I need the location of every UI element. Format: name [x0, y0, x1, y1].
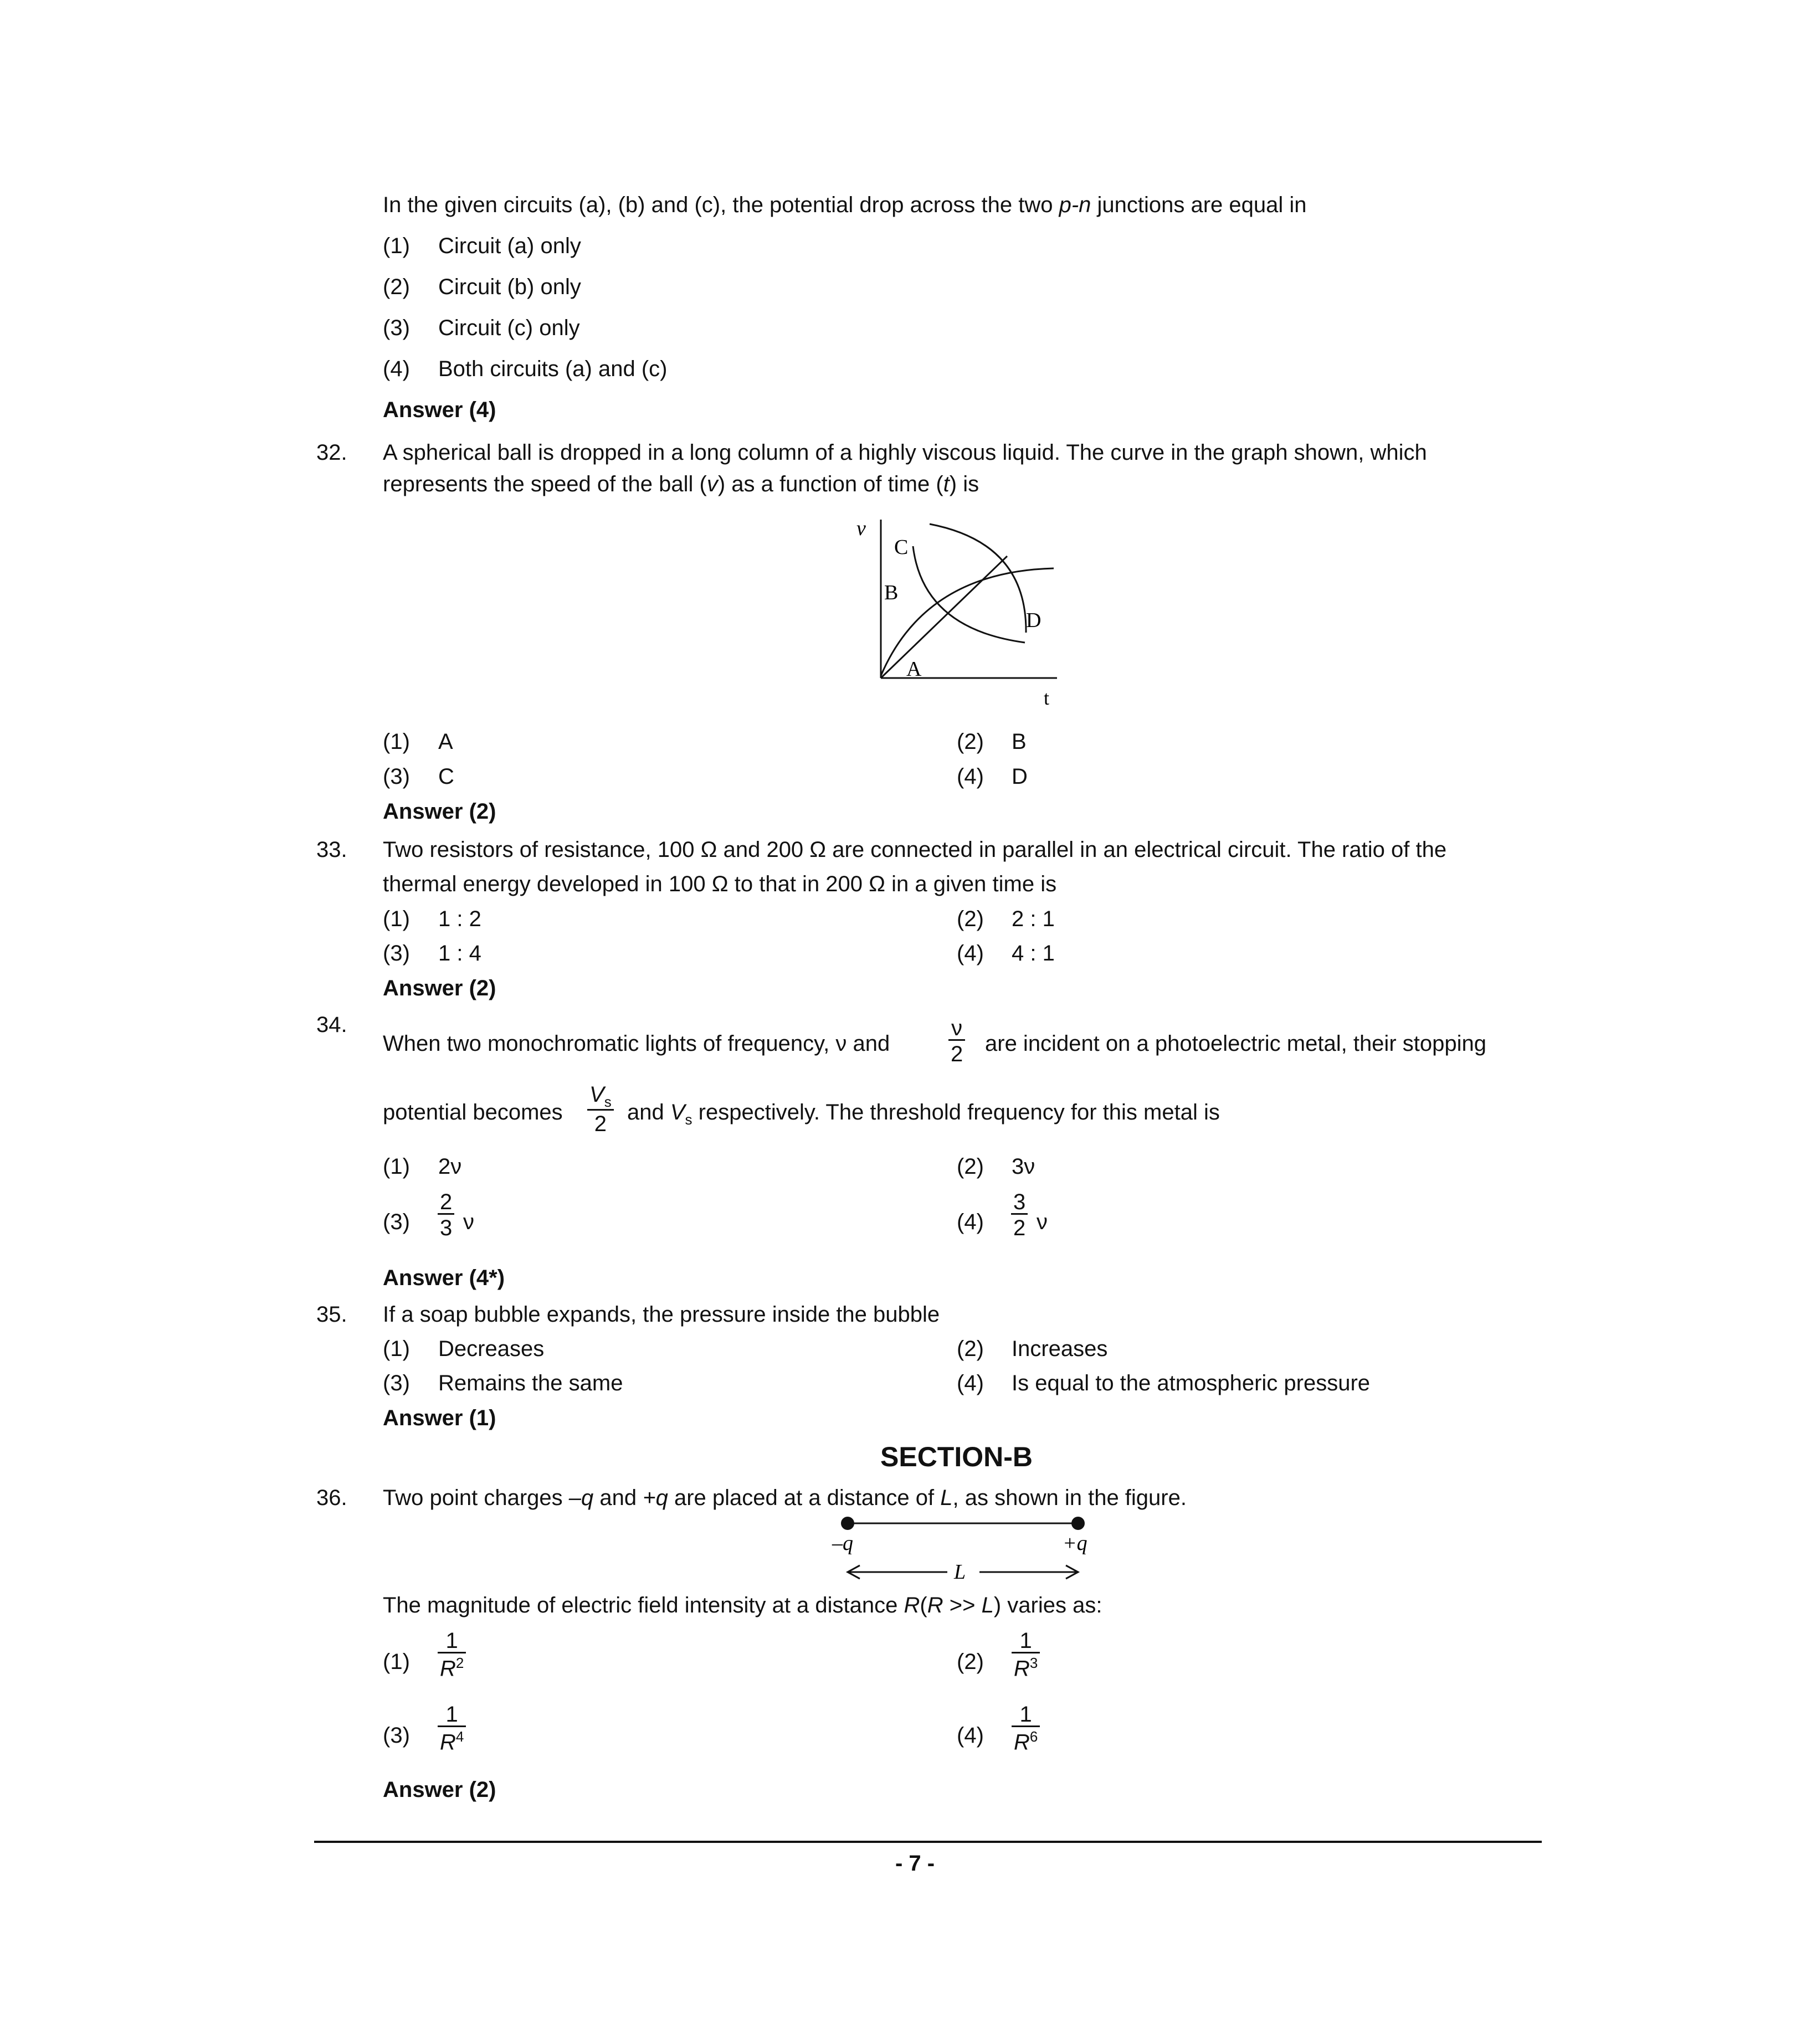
q31-option-3-text: Circuit (c) only: [438, 316, 580, 340]
distance-label: L: [954, 1560, 966, 1584]
q33-option-3: (3): [383, 941, 410, 965]
q35-option-2-text: Increases: [1012, 1337, 1108, 1361]
q35-option-4: (4): [957, 1371, 984, 1395]
q35-option-2: (2): [957, 1337, 984, 1361]
q34-option-3: (3): [383, 1210, 410, 1234]
q31-option-1-text: Circuit (a) only: [438, 234, 581, 258]
fraction-denominator: $R^6$: [1014, 1728, 1038, 1755]
q34-option-2: (2): [957, 1154, 984, 1179]
q35-option-1: (1): [383, 1337, 410, 1361]
q34-option-1-text: 2ν: [438, 1154, 462, 1179]
fraction-numerator: 1: [438, 1630, 466, 1653]
fraction-denominator: 3: [440, 1216, 453, 1240]
fraction-numerator: 1: [1012, 1630, 1040, 1653]
q33-number: 33.: [316, 838, 347, 862]
fraction-1-over-r6: [1012, 1703, 1040, 1753]
fraction-denominator: 2: [594, 1112, 607, 1136]
fraction-denominator: $R^3$: [1014, 1655, 1038, 1681]
q35-number: 35.: [316, 1302, 347, 1327]
fraction-3-over-2: [1011, 1191, 1028, 1239]
q31-option-2-text: Circuit (b) only: [438, 275, 581, 299]
positive-charge-dot: [1071, 1517, 1085, 1530]
q36-number: 36.: [316, 1486, 347, 1510]
fraction-numerator: 3: [1011, 1191, 1028, 1215]
q34-answer: Answer (4*): [383, 1266, 505, 1290]
fraction-vs-over-2: [587, 1083, 614, 1135]
q36-stem-line1: Two point charges –q and +q are placed at a distance of L, as shown in the figure.: [383, 1486, 1187, 1510]
q34-number: 34.: [316, 1013, 347, 1037]
graph-x-axis-label: t: [1044, 687, 1050, 709]
q33-option-1-text: 1 : 2: [438, 907, 481, 931]
q32-option-1-text: A: [438, 730, 453, 754]
q35-option-3: (3): [383, 1371, 410, 1395]
q34-stem-line2-b: and $V_s$ respectively. The threshold frequency for this metal is: [627, 1100, 1220, 1128]
q34-option-4-nu: ν: [1037, 1210, 1048, 1234]
q33-answer: Answer (2): [383, 976, 496, 1000]
fraction-numerator: $V_s$: [587, 1083, 614, 1111]
q31-answer: Answer (4): [383, 398, 496, 422]
q35-option-4-text: Is equal to the atmospheric pressure: [1012, 1371, 1371, 1395]
q36-stem-line2: The magnitude of electric field intensity at a distance R(R >> L) varies as:: [383, 1593, 1102, 1617]
q32-option-2: (2): [957, 730, 984, 754]
fraction-1-over-r3: [1012, 1630, 1040, 1680]
fraction-numerator: 1: [1012, 1703, 1040, 1727]
q31-option-4: (4): [383, 357, 410, 381]
dipole-figure: [825, 1512, 1102, 1584]
positive-charge-label: +q: [1063, 1532, 1087, 1555]
fraction-1-over-r2: [438, 1630, 466, 1680]
q33-option-4: (4): [957, 941, 984, 965]
q32-option-3: (3): [383, 764, 410, 789]
q36-answer: Answer (2): [383, 1778, 496, 1802]
q35-answer: Answer (1): [383, 1406, 496, 1430]
q32-option-3-text: C: [438, 764, 454, 789]
section-b-heading: SECTION-B: [880, 1441, 1033, 1472]
velocity-time-graph: [842, 510, 1064, 720]
q32-stem-line2: represents the speed of the ball (v) as a function of time (t) is: [383, 472, 979, 496]
footer-divider: [314, 1841, 1542, 1843]
q31-option-1: (1): [383, 234, 410, 258]
q33-option-2-text: 2 : 1: [1012, 907, 1055, 931]
q35-stem: If a soap bubble expands, the pressure inside the bubble: [383, 1302, 940, 1327]
q31-option-3: (3): [383, 316, 410, 340]
curve-a: [881, 556, 1007, 678]
fraction-1-over-r4: [438, 1703, 466, 1753]
q31-option-4-text: Both circuits (a) and (c): [438, 357, 668, 381]
curve-label-c: C: [894, 536, 909, 559]
fraction-denominator: 2: [1013, 1216, 1026, 1240]
curve-label-b: B: [884, 581, 899, 604]
q35-option-3-text: Remains the same: [438, 1371, 623, 1395]
q36-option-4: (4): [957, 1723, 984, 1748]
fraction-2-over-3: [438, 1191, 454, 1239]
q36-option-2: (2): [957, 1650, 984, 1674]
negative-charge-dot: [841, 1517, 854, 1530]
q34-option-2-text: 3ν: [1012, 1154, 1035, 1179]
q32-option-4: (4): [957, 764, 984, 789]
q34-stem-line2-a: potential becomes: [383, 1100, 563, 1124]
fraction-denominator: $R^4$: [440, 1728, 464, 1755]
q36-option-1: (1): [383, 1650, 410, 1674]
q33-option-3-text: 1 : 4: [438, 941, 481, 965]
q34-option-1: (1): [383, 1154, 410, 1179]
q36-option-3: (3): [383, 1723, 410, 1748]
curve-label-d: D: [1026, 609, 1042, 632]
q32-answer: Answer (2): [383, 799, 496, 824]
q33-option-1: (1): [383, 907, 410, 931]
q32-number: 32.: [316, 440, 347, 465]
fraction-nu-over-2: [948, 1017, 965, 1065]
q31-option-2: (2): [383, 275, 410, 299]
fraction-denominator: $R^2$: [440, 1655, 464, 1681]
fraction-numerator: ν: [948, 1017, 965, 1041]
curve-c: [913, 546, 1025, 643]
q32-option-4-text: D: [1012, 764, 1028, 789]
fraction-numerator: 1: [438, 1703, 466, 1727]
q33-stem-line2: thermal energy developed in 100 Ω to that in 200 Ω in a given time is: [383, 872, 1057, 896]
q31-stem: In the given circuits (a), (b) and (c), the potential drop across the two p-n junctions are equal in: [383, 193, 1307, 217]
fraction-denominator: 2: [951, 1042, 963, 1066]
q34-option-3-nu: ν: [463, 1210, 474, 1234]
q34-stem-line1-b: are incident on a photoelectric metal, their stopping: [985, 1031, 1486, 1056]
q32-option-1: (1): [383, 730, 410, 754]
q32-stem-line1: A spherical ball is dropped in a long column of a highly viscous liquid. The curve in the graph shown, which: [383, 440, 1427, 465]
fraction-numerator: 2: [438, 1191, 454, 1215]
q33-option-2: (2): [957, 907, 984, 931]
q34-stem-line1-a: When two monochromatic lights of frequency, ν and: [383, 1031, 890, 1056]
graph-y-axis-label: v: [856, 517, 866, 540]
q34-option-4: (4): [957, 1210, 984, 1234]
q35-option-1-text: Decreases: [438, 1337, 545, 1361]
negative-charge-label: –q: [832, 1532, 853, 1555]
q33-stem-line1: Two resistors of resistance, 100 Ω and 200 Ω are connected in parallel in an electrical circuit. The ratio of the: [383, 838, 1447, 862]
q33-option-4-text: 4 : 1: [1012, 941, 1055, 965]
page-number: - 7 -: [895, 1851, 935, 1876]
q32-option-2-text: B: [1012, 730, 1027, 754]
curve-label-a: A: [906, 658, 922, 681]
